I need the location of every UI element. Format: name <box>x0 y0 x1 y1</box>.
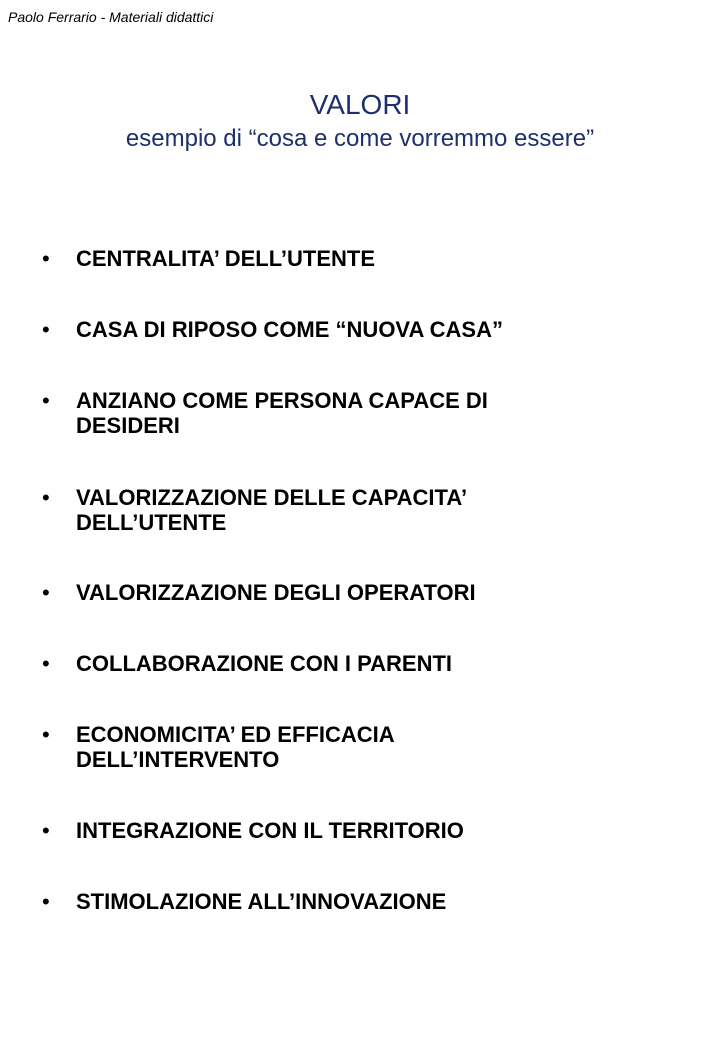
list-item-text: VALORIZZAZIONE DELLE CAPACITA’ DELL’UTENTE <box>76 485 468 535</box>
bullet-icon: • <box>42 722 50 747</box>
list-item-text: ECONOMICITA’ ED EFFICACIA DELL’INTERVENTO <box>76 722 395 772</box>
list-item-text: ANZIANO COME PERSONA CAPACE DI DESIDERI <box>76 388 488 438</box>
page-header: Paolo Ferrario - Materiali didattici <box>8 9 214 25</box>
page-title: VALORI <box>309 89 411 120</box>
page-subtitle: esempio di “cosa e come vorremmo essere” <box>125 125 595 152</box>
bullet-icon: • <box>42 651 50 676</box>
bullet-icon: • <box>42 388 50 413</box>
bullet-icon: • <box>42 485 50 510</box>
bullet-icon: • <box>42 818 50 843</box>
list-item-text: VALORIZZAZIONE DEGLI OPERATORI <box>76 580 476 605</box>
bullet-icon: • <box>42 580 50 605</box>
list-item-text: STIMOLAZIONE ALL’INNOVAZIONE <box>76 889 447 914</box>
bullet-icon: • <box>42 317 50 342</box>
list-item-text: INTEGRAZIONE CON IL TERRITORIO <box>76 818 464 843</box>
list-item-text: CENTRALITA’ DELL’UTENTE <box>76 246 376 271</box>
bullet-icon: • <box>42 889 50 914</box>
list-item-text: COLLABORAZIONE CON I PARENTI <box>76 651 453 676</box>
list-item-text: CASA DI RIPOSO COME “NUOVA CASA” <box>76 317 503 342</box>
bullet-icon: • <box>42 246 50 271</box>
